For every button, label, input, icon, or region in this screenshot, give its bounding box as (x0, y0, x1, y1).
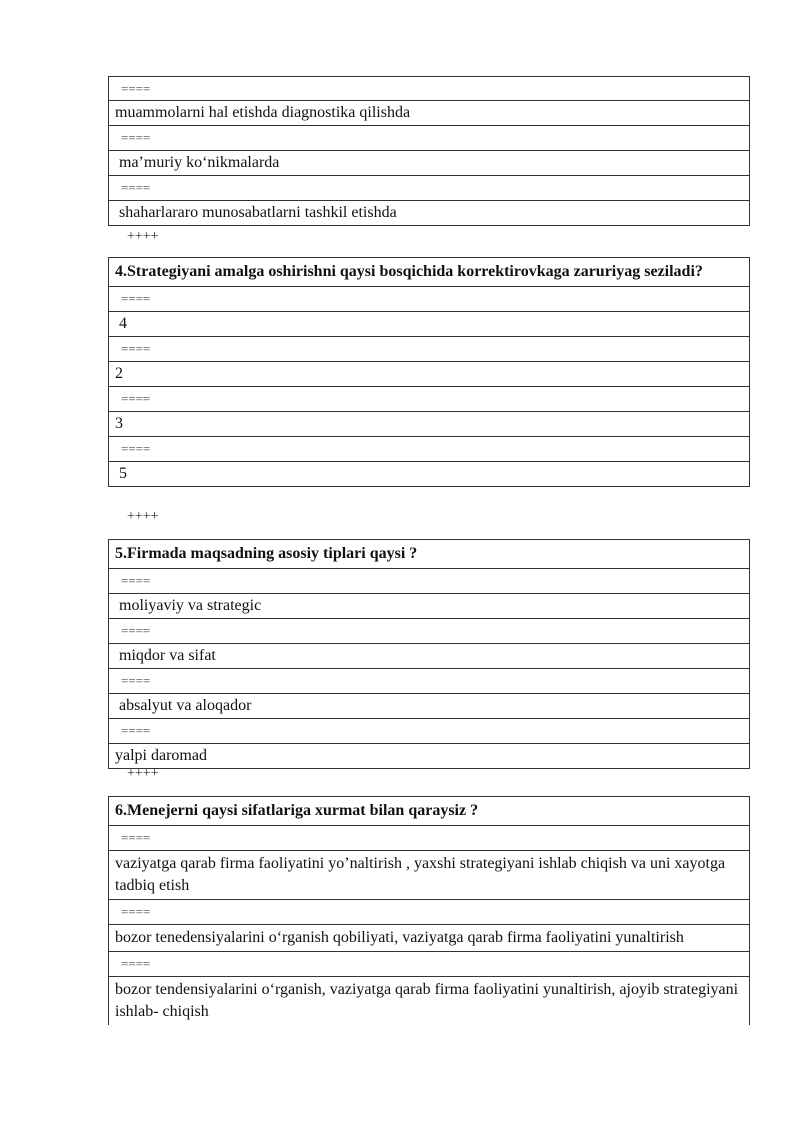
answer-option (108, 462, 750, 487)
answer-option (108, 694, 750, 719)
answer-text: bozor tenedensiyalarini o‘rganish qobiliyati, vaziyatga qarab firma faoliyatini yunaltirish (115, 929, 684, 946)
separator: ==== (108, 387, 750, 412)
separator: ==== (108, 826, 750, 851)
separator: ==== (108, 900, 750, 925)
separator: ==== (108, 669, 750, 694)
answer-option (108, 151, 750, 176)
answer-text: absalyut va aloqador (119, 697, 252, 714)
answer-option (108, 201, 750, 226)
answer-option (108, 977, 750, 1025)
separator: ==== (108, 287, 750, 312)
answer-text: vaziyatga qarab firma faoliyatini yo’naltirish , yaxshi strategiyani ishlab chiqish va uni xayotga tadbiq etish (115, 855, 726, 894)
separator: ==== (108, 337, 750, 362)
answer-text: muammolarni hal etishda diagnostika qilishda (115, 104, 411, 121)
block-end-marker: ++++ (127, 766, 159, 781)
separator: ==== (108, 569, 750, 594)
question-block-3-tail (108, 76, 750, 226)
answer-text: bozor tendensiyalarini o‘rganish, vaziyatga qarab firma faoliyatini yunaltirish, ajoyib strategiyani ishlab- chiqish (115, 981, 739, 1020)
separator: ==== (108, 719, 750, 744)
question-text: 4.Strategiyani amalga oshirishni qaysi bosqichida korrektirovkaga zaruriyag seziladi? (108, 257, 750, 287)
answer-option (108, 851, 750, 900)
answer-text: miqdor va sifat (119, 647, 216, 664)
answer-text: 2 (115, 365, 123, 382)
question-block-6 (108, 796, 750, 1025)
answer-text: moliyaviy va strategic (119, 597, 262, 614)
separator: ==== (108, 76, 750, 101)
separator: ==== (108, 437, 750, 462)
answer-text: 5 (119, 465, 127, 482)
answer-option (108, 101, 750, 126)
separator: ==== (108, 176, 750, 201)
answer-text: ma’muriy ko‘nikmalarda (119, 154, 280, 171)
separator: ==== (108, 952, 750, 977)
answer-text: yalpi daromad (115, 747, 207, 764)
answer-text: 3 (115, 415, 123, 432)
answer-option (108, 594, 750, 619)
answer-option (108, 644, 750, 669)
separator: ==== (108, 619, 750, 644)
answer-option (108, 744, 750, 769)
question-text: 5.Firmada maqsadning asosiy tiplari qaysi ? (108, 539, 750, 569)
answer-text: 4 (119, 315, 127, 332)
block-end-marker: ++++ (127, 229, 159, 244)
answer-option (108, 412, 750, 437)
separator: ==== (108, 126, 750, 151)
answer-option (108, 312, 750, 337)
question-block-5 (108, 539, 750, 769)
answer-option (108, 925, 750, 952)
answer-option (108, 362, 750, 387)
block-end-marker: ++++ (127, 509, 159, 524)
answer-text: shaharlararo munosabatlarni tashkil etishda (119, 204, 397, 221)
question-block-4 (108, 257, 750, 487)
question-text: 6.Menejerni qaysi sifatlariga xurmat bilan qaraysiz ? (108, 796, 750, 826)
